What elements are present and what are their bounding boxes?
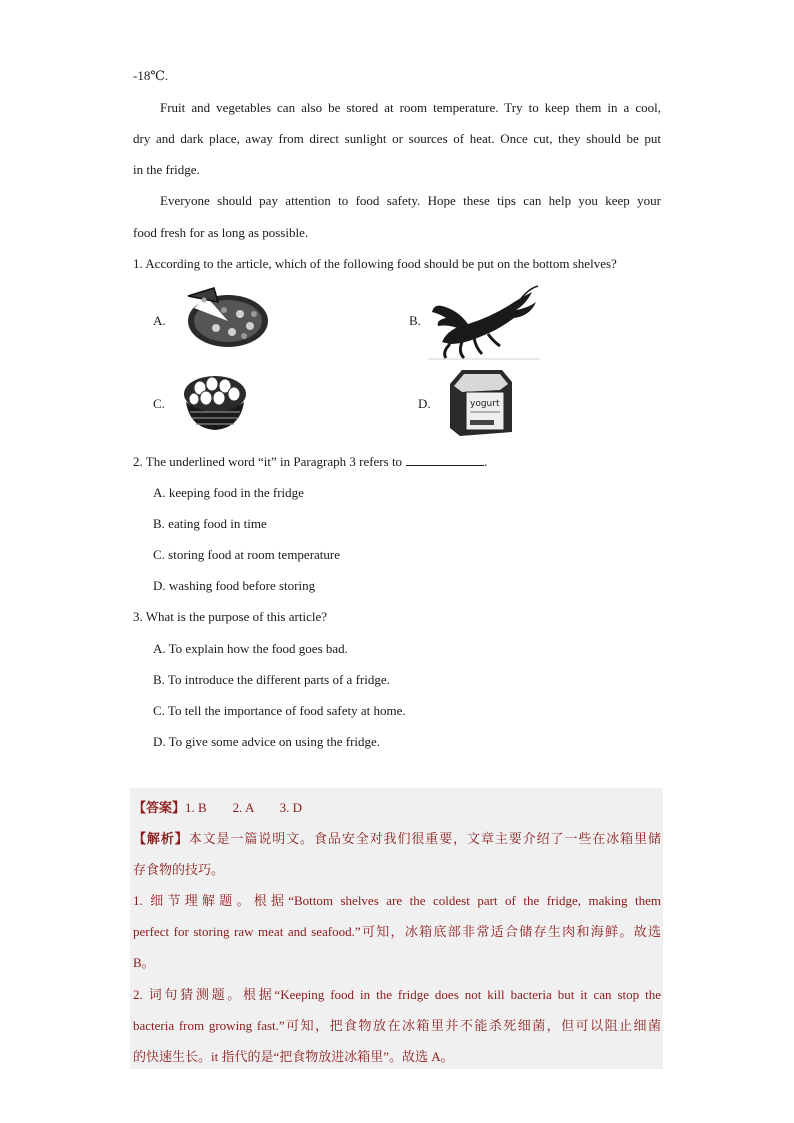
question-2-stem-end: . bbox=[484, 454, 488, 469]
q3-option-a: A. To explain how the food goes bad. bbox=[153, 641, 348, 656]
analysis-item2-line3: 的快速生长。it 指代的是“把食物放进冰箱里”。故选 A。 bbox=[133, 1049, 454, 1064]
paragraph-room-temp-line2: dry and dark place, away from direct sunlight or sources of heat. Once cut, they should be put bbox=[133, 131, 661, 146]
analysis-item2-line1: 2. 词句猜测题。根据“Keeping food in the fridge does not kill bacteria but it can stop the bbox=[133, 987, 661, 1002]
analysis-intro-text: 本文是一篇说明文。食品安全对我们很重要，文章主要介绍了一些在冰箱里储 bbox=[188, 831, 661, 846]
carton-label: yogurt bbox=[470, 399, 500, 409]
paragraph-safety-line2: food fresh for as long as possible. bbox=[133, 225, 309, 240]
q2-option-b: B. eating food in time bbox=[153, 516, 267, 531]
yogurt-carton-icon bbox=[444, 366, 516, 442]
q2-option-d: D. washing food before storing bbox=[153, 578, 316, 593]
q1-option-c-letter: C. bbox=[153, 396, 165, 411]
analysis-intro-line1 bbox=[133, 828, 661, 847]
pizza-icon bbox=[184, 284, 270, 354]
q3-option-c: C. To tell the importance of food safety at home. bbox=[153, 703, 406, 718]
lobster-icon bbox=[428, 284, 540, 364]
q2-option-c: C. storing food at room temperature bbox=[153, 547, 341, 562]
q1-option-d-letter: D. bbox=[418, 396, 431, 411]
answer-blank bbox=[406, 453, 484, 466]
q1-option-a-letter: A. bbox=[153, 313, 166, 328]
question-2-stem-text: 2. The underlined word “it” in Paragraph 3 refers to bbox=[133, 454, 403, 469]
analysis-item2-line2: bacteria from growing fast.”可知，把食物放在冰箱里并不能杀死细菌，但可以阻止细菌 bbox=[133, 1018, 661, 1033]
analysis-label: 【解析】 bbox=[133, 831, 189, 846]
egg-basket-icon bbox=[180, 372, 250, 442]
analysis-item1-line3: B。 bbox=[133, 955, 155, 970]
paragraph-room-temp-line3: in the fridge. bbox=[133, 162, 200, 177]
question-1-stem: 1. According to the article, which of the following food should be put on the bottom shelves? bbox=[133, 256, 617, 271]
q3-option-d: D. To give some advice on using the fridge. bbox=[153, 734, 381, 749]
paragraph-room-temp-line1: Fruit and vegetables can also be stored at room temperature. Try to keep them in a cool, bbox=[160, 100, 661, 115]
analysis-item1-line1: 1. 细节理解题。根据“Bottom shelves are the coldest part of the fridge, making them bbox=[133, 893, 661, 908]
answer-line bbox=[133, 797, 302, 816]
passage-fragment: -18℃. bbox=[133, 68, 169, 83]
answer-values: 1. B 2. A 3. D bbox=[185, 800, 303, 815]
question-3-stem: 3. What is the purpose of this article? bbox=[133, 609, 327, 624]
question-2-stem bbox=[133, 453, 487, 470]
q3-option-b: B. To introduce the different parts of a fridge. bbox=[153, 672, 390, 687]
paragraph-safety-line1: Everyone should pay attention to food safety. Hope these tips can help you keep your bbox=[160, 193, 661, 208]
analysis-intro-line2: 存食物的技巧。 bbox=[133, 862, 225, 877]
q2-option-a: A. keeping food in the fridge bbox=[153, 485, 304, 500]
answer-label: 【答案】 bbox=[133, 800, 186, 815]
q1-option-b-letter: B. bbox=[409, 313, 421, 328]
analysis-item1-line2: perfect for storing raw meat and seafood.”可知，冰箱底部非常适合储存生肉和海鲜。故选 bbox=[133, 924, 661, 939]
